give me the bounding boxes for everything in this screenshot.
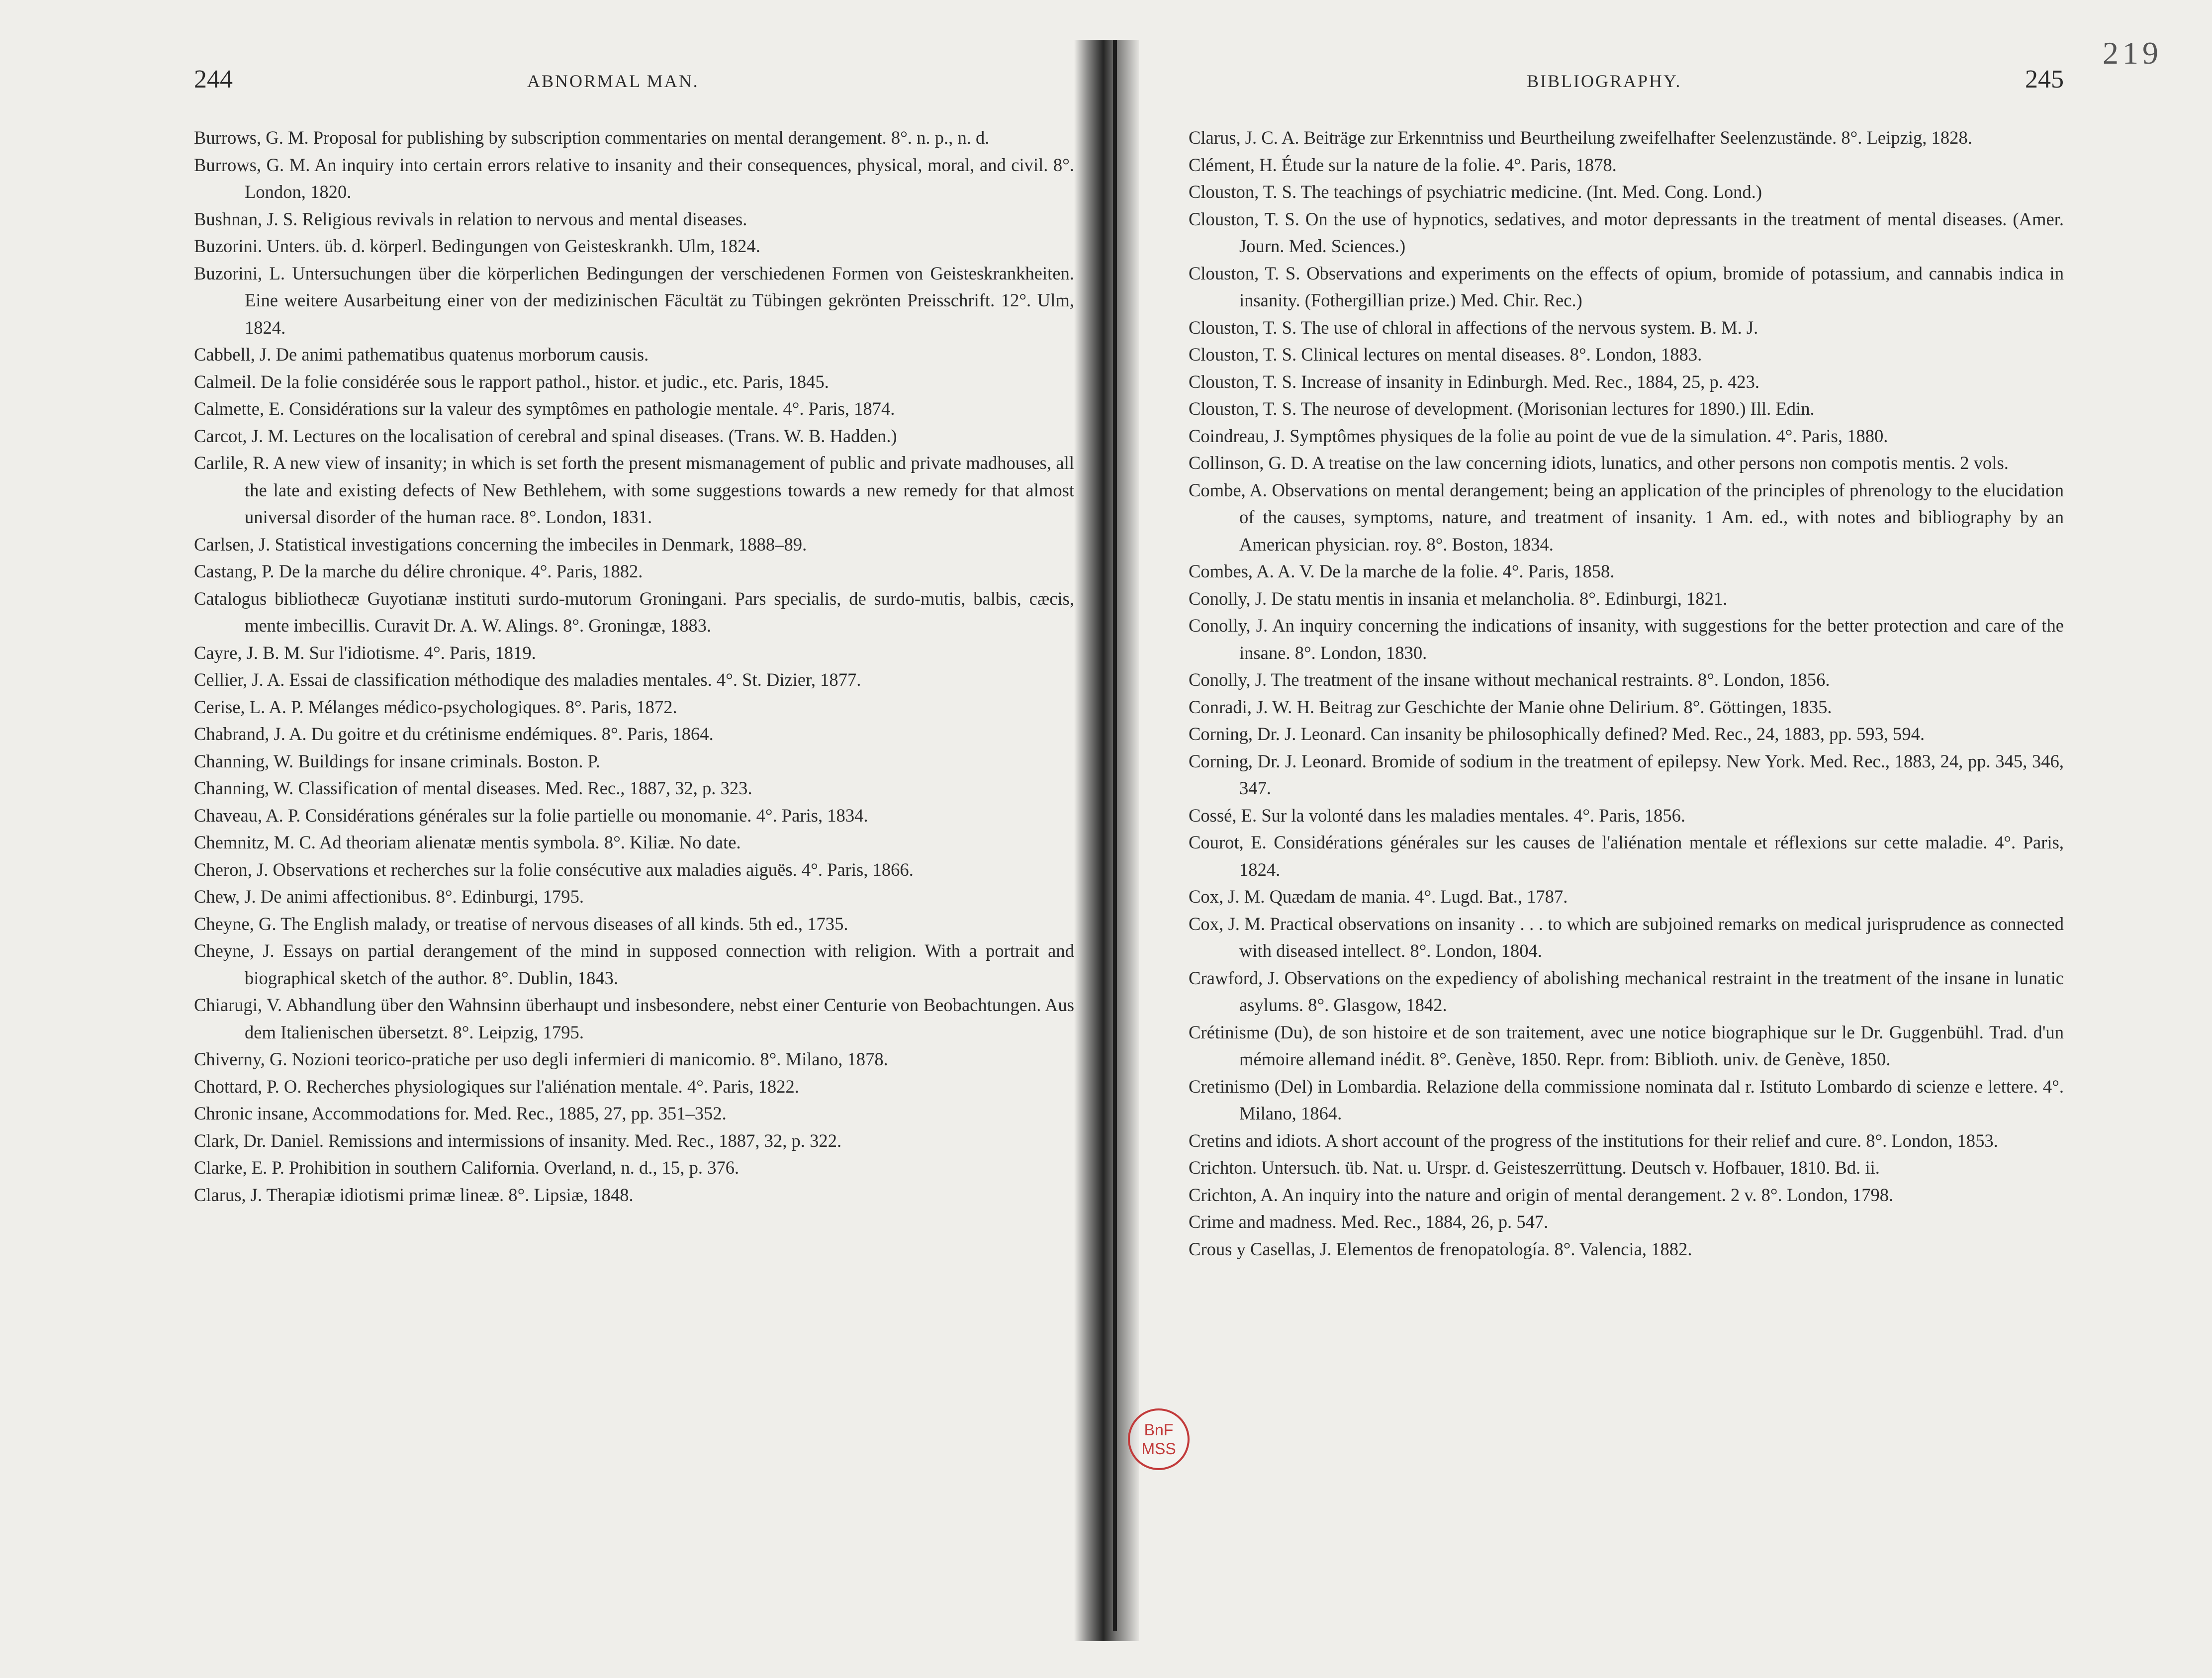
bibliography-entry: Crichton, A. An inquiry into the nature and origin of mental derangement. 2 v. 8°. London, 1798. — [1189, 1184, 1894, 1205]
bibliography-entry: Buzorini, L. Untersuchungen über die körperlichen Bedingungen der verschiedenen Formen von Geisteskrankheiten. Eine weitere Ausarbeitung einer von der medizinischen Fäcultät zu Tübingen gekrönten Preisschrift. 12°. Ulm, 1824. — [194, 263, 1074, 338]
bibliography-entry: Conolly, J. The treatment of the insane without mechanical restraints. 8°. London, 1856. — [1189, 669, 1830, 690]
bibliography-entry: Coindreau, J. Symptômes physiques de la folie au point de vue de la simulation. 4°. Paris, 1880. — [1189, 425, 1888, 446]
bibliography-entry: Crichton. Untersuch. üb. Nat. u. Urspr. d. Geisteszerrüttung. Deutsch v. Hofbauer, 1810. Bd. ii. — [1189, 1157, 1880, 1178]
bibliography-entry: Calmeil. De la folie considérée sous le rapport pathol., histor. et judic., etc. Paris, 1845. — [194, 371, 829, 392]
bibliography-entry: Conolly, J. An inquiry concerning the indications of insanity, with suggestions for the better protection and care of the insane. 8°. London, 1830. — [1189, 615, 2064, 663]
stamp-line-1: BnF — [1144, 1421, 1174, 1439]
bibliography-entry: Chiverny, G. Nozioni teorico-pratiche per uso degli infermieri di manicomio. 8°. Milano, 1878. — [194, 1049, 888, 1069]
bibliography-entry: Clouston, T. S. Observations and experiments on the effects of opium, bromide of potassium, and cannabis indica in insanity. (Fothergillian prize.) Med. Chir. Rec.) — [1189, 263, 2064, 310]
bibliography-entry: Clouston, T. S. Clinical lectures on mental diseases. 8°. London, 1883. — [1189, 344, 1702, 365]
bibliography-entry: Castang, P. De la marche du délire chronique. 4°. Paris, 1882. — [194, 561, 643, 581]
bibliography-entry: Clouston, T. S. The use of chloral in affections of the nervous system. B. M. J. — [1189, 317, 1758, 338]
right-running-title: BIBLIOGRAPHY. — [1527, 71, 1682, 91]
right-page-header — [1189, 65, 2064, 104]
bibliography-entry: Crime and madness. Med. Rec., 1884, 26, p. 547. — [1189, 1212, 1549, 1232]
bibliography-entry: Buzorini. Unters. üb. d. körperl. Bedingungen von Geisteskrankh. Ulm, 1824. — [194, 236, 760, 256]
stamp-line-2: MSS — [1141, 1440, 1176, 1458]
bibliography-entry: Clarke, E. P. Prohibition in southern California. Overland, n. d., 15, p. 376. — [194, 1157, 739, 1178]
bibliography-entry: Carlile, R. A new view of insanity; in which is set forth the present mismanagement of public and private madhouses, all the late and existing defects of New Bethlehem, with some suggestions towards a new remedy for that almost universal disorder of the human race. 8°. London, 1831. — [194, 453, 1074, 527]
bibliography-entry: Combes, A. A. V. De la marche de la folie. 4°. Paris, 1858. — [1189, 561, 1615, 581]
bibliography-entry: Calmette, E. Considérations sur la valeur des symptômes en pathologie mentale. 4°. Paris, 1874. — [194, 398, 895, 419]
bibliography-entry: Cox, J. M. Quædam de mania. 4°. Lugd. Bat., 1787. — [1189, 886, 1568, 907]
right-bibliography-list — [1189, 124, 2064, 1263]
bibliography-entry: Clouston, T. S. The teachings of psychiatric medicine. (Int. Med. Cong. Lond.) — [1189, 182, 1762, 202]
bibliography-entry: Corning, Dr. J. Leonard. Bromide of sodium in the treatment of epilepsy. New York. Med. Rec., 1883, 24, pp. 345, 346, 347. — [1189, 750, 2064, 798]
bibliography-entry: Bushnan, J. S. Religious revivals in relation to nervous and mental diseases. — [194, 208, 747, 229]
bibliography-entry: Cox, J. M. Practical observations on insanity . . . to which are subjoined remarks on medical jurisprudence as connected with diseased intellect. 8°. London, 1804. — [1189, 913, 2064, 961]
bibliography-entry: Cayre, J. B. M. Sur l'idiotisme. 4°. Paris, 1819. — [194, 642, 536, 663]
left-page — [194, 65, 1074, 1209]
bibliography-entry: Crawford, J. Observations on the expediency of abolishing mechanical restraint in the treatment of the insane in lunatic asylums. 8°. Glasgow, 1842. — [1189, 967, 2064, 1015]
bibliography-entry: Collinson, G. D. A treatise on the law concerning idiots, lunatics, and other persons non compotis mentis. 2 vols. — [1189, 453, 2009, 473]
left-page-number: 244 — [194, 65, 233, 93]
bibliography-entry: Burrows, G. M. Proposal for publishing by subscription commentaries on mental derangement. 8°. n. p., n. d. — [194, 127, 990, 148]
bibliography-entry: Carlsen, J. Statistical investigations concerning the imbeciles in Denmark, 1888–89. — [194, 534, 807, 555]
bibliography-entry: Channing, W. Buildings for insane criminals. Boston. P. — [194, 750, 600, 771]
bibliography-entry: Cellier, J. A. Essai de classification méthodique des maladies mentales. 4°. St. Dizier, 1877. — [194, 669, 861, 690]
left-bibliography-list — [194, 124, 1074, 1209]
bibliography-entry: Chew, J. De animi affectionibus. 8°. Edinburgi, 1795. — [194, 886, 584, 907]
bibliography-entry: Chaveau, A. P. Considérations générales sur la folie partielle ou monomanie. 4°. Paris, 1834. — [194, 805, 868, 826]
bibliography-entry: Clarus, J. C. A. Beiträge zur Erkenntniss und Beurtheilung zweifelhafter Seelenzustände. 8°. Leipzig, 1828. — [1189, 127, 1972, 148]
bibliography-entry: Burrows, G. M. An inquiry into certain errors relative to insanity and their consequences, physical, moral, and civil. 8°. London, 1820. — [194, 154, 1074, 202]
bibliography-entry: Catalogus bibliothecæ Guyotianæ instituti surdo-mutorum Groningani. Pars specialis, de surdo-mutis, balbis, cæcis, mente imbecillis. Curavit Dr. A. W. Alings. 8°. Groningæ, 1883. — [194, 588, 1074, 636]
bibliography-entry: Chottard, P. O. Recherches physiologiques sur l'aliénation mentale. 4°. Paris, 1822. — [194, 1076, 799, 1097]
bibliography-entry: Clément, H. Étude sur la nature de la folie. 4°. Paris, 1878. — [1189, 154, 1617, 175]
bnf-mss-stamp — [1128, 1408, 1190, 1470]
bibliography-entry: Cheron, J. Observations et recherches sur la folie consécutive aux maladies aiguës. 4°. Paris, 1866. — [194, 859, 914, 880]
bibliography-entry: Courot, E. Considérations générales sur les causes de l'aliénation mentale et réflexions sur cette maladie. 4°. Paris, 1824. — [1189, 832, 2064, 880]
bibliography-entry: Cretins and idiots. A short account of the progress of the institutions for their relief and cure. 8°. London, 1853. — [1189, 1130, 1998, 1151]
bibliography-entry: Cheyne, G. The English malady, or treatise of nervous diseases of all kinds. 5th ed., 1735. — [194, 913, 848, 934]
bibliography-entry: Channing, W. Classification of mental diseases. Med. Rec., 1887, 32, p. 323. — [194, 778, 752, 798]
bibliography-entry: Crétinisme (Du), de son histoire et de son traitement, avec une notice biographique sur le Dr. Guggenbühl. Trad. d'un mémoire allemand inédit. 8°. Genève, 1850. Repr. from: Biblioth. univ. de Genève, 1850. — [1189, 1022, 2064, 1069]
bibliography-entry: Conradi, J. W. H. Beitrag zur Geschichte der Manie ohne Delirium. 8°. Göttingen, 1835. — [1189, 696, 1832, 717]
bibliography-entry: Crous y Casellas, J. Elementos de frenopatología. 8°. Valencia, 1882. — [1189, 1238, 1692, 1259]
right-page-number: 245 — [2025, 65, 2064, 93]
bibliography-entry: Chabrand, J. A. Du goitre et du crétinisme endémiques. 8°. Paris, 1864. — [194, 724, 714, 744]
bibliography-entry: Corning, Dr. J. Leonard. Can insanity be philosophically defined? Med. Rec., 24, 1883, pp. 593, 594. — [1189, 724, 1925, 744]
bibliography-entry: Clouston, T. S. On the use of hypnotics, sedatives, and motor depressants in the treatment of mental diseases. (Amer. Journ. Med. Sciences.) — [1189, 208, 2064, 256]
bibliography-entry: Clark, Dr. Daniel. Remissions and intermissions of insanity. Med. Rec., 1887, 32, p. 322. — [194, 1130, 842, 1151]
bibliography-entry: Clouston, T. S. Increase of insanity in Edinburgh. Med. Rec., 1884, 25, p. 423. — [1189, 371, 1760, 392]
bibliography-entry: Chiarugi, V. Abhandlung über den Wahnsinn überhaupt und insbesondere, nebst einer Centurie von Beobachtungen. Aus dem Italienischen übersetzt. 8°. Leipzig, 1795. — [194, 995, 1074, 1042]
archive-page-number: 219 — [2103, 35, 2162, 71]
right-page — [1189, 65, 2064, 1263]
book-gutter-shadow — [1074, 40, 1139, 1641]
bibliography-entry: Cossé, E. Sur la volonté dans les maladies mentales. 4°. Paris, 1856. — [1189, 805, 1686, 826]
bibliography-entry: Cheyne, J. Essays on partial derangement of the mind in supposed connection with religion. With a portrait and biographical sketch of the author. 8°. Dublin, 1843. — [194, 940, 1074, 988]
bibliography-entry: Carcot, J. M. Lectures on the localisation of cerebral and spinal diseases. (Trans. W. B. Hadden.) — [194, 425, 897, 446]
book-spine-line — [1113, 40, 1117, 1631]
bibliography-entry: Cabbell, J. De animi pathematibus quatenus morborum causis. — [194, 344, 649, 365]
bibliography-entry: Clarus, J. Therapiæ idiotismi primæ lineæ. 8°. Lipsiæ, 1848. — [194, 1184, 634, 1205]
bibliography-entry: Cretinismo (Del) in Lombardia. Relazione della commissione nominata dal r. Istituto Lombardo di scienze e lettere. 4°. Milano, 1864. — [1189, 1076, 2064, 1123]
left-running-title: ABNORMAL MAN. — [527, 71, 699, 91]
bibliography-entry: Combe, A. Observations on mental derangement; being an application of the principles of phrenology to the elucidation of the causes, symptoms, nature, and treatment of insanity. 1 Am. ed., with notes and bibliography by an American physician. roy. 8°. Boston, 1834. — [1189, 479, 2064, 555]
bibliography-entry: Cerise, L. A. P. Mélanges médico-psychologiques. 8°. Paris, 1872. — [194, 696, 677, 717]
bibliography-entry: Conolly, J. De statu mentis in insania et melancholia. 8°. Edinburgi, 1821. — [1189, 588, 1728, 609]
left-page-header — [194, 65, 1074, 104]
bibliography-entry: Chemnitz, M. C. Ad theoriam alienatæ mentis symbola. 8°. Kiliæ. No date. — [194, 832, 741, 852]
bibliography-entry: Chronic insane, Accommodations for. Med. Rec., 1885, 27, pp. 351–352. — [194, 1103, 727, 1123]
bibliography-entry: Clouston, T. S. The neurose of development. (Morisonian lectures for 1890.) Ill. Edin. — [1189, 398, 1815, 419]
